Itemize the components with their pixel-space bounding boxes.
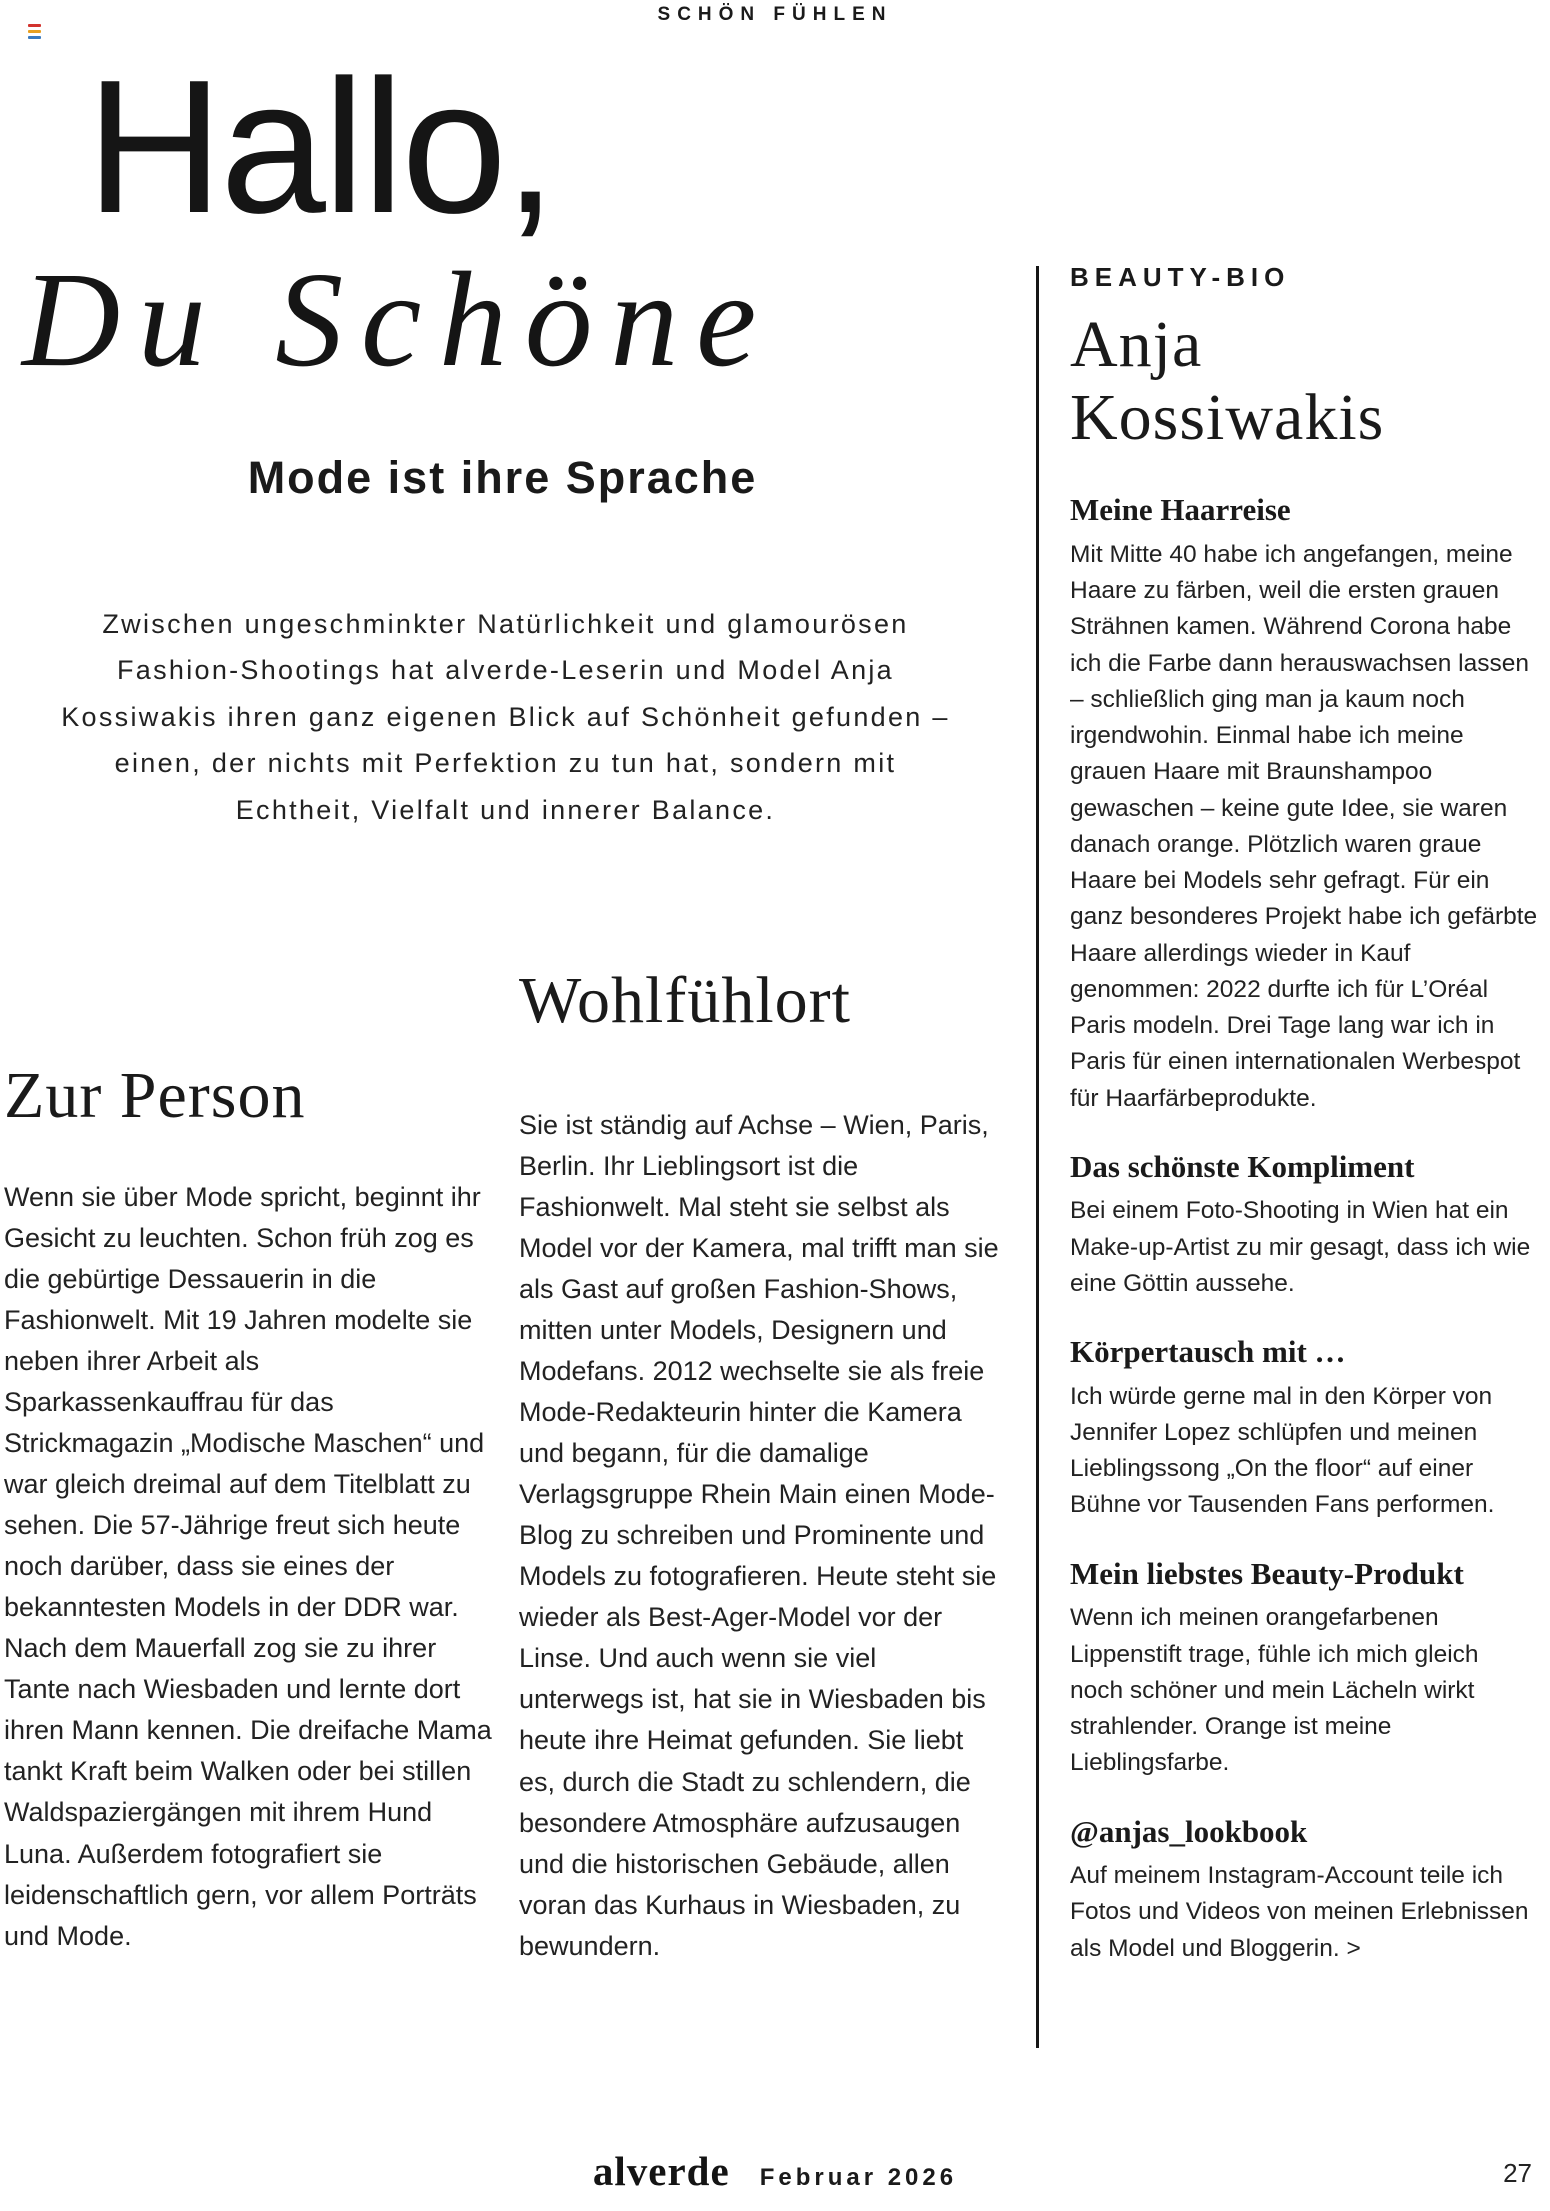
footer bbox=[0, 2147, 1550, 2195]
page-kicker: SCHÖN FÜHLEN bbox=[657, 4, 893, 25]
article-body-wohlfuehlort: Sie ist ständig auf Achse – Wien, Paris, Berlin. Ihr Lieblingsort ist die Fashionwelt. Mal steht sie selbst als Model vor der Kamera, mal trifft man sie als Gast auf großen Fashion-Shows, mitten unter Models, Designern und Modefans. 2012 wechselte sie als freie Mode-Redakteurin hinter die Kamera und begann, für die damalige Verlagsgruppe Rhein Main einen Mode-Blog zu schreiben und Prominente und Models zu fotografieren. Heute steht sie wieder als Best-Ager-Model vor der Linse. Und auch wenn sie viel unterwegs ist, hat sie in Wiesbaden bis heute ihre Heimat gefunden. Sie liebt es, durch die Stadt zu schlendern, die besondere Atmosphäre aufzusaugen und die historischen Gebäude, allen voran das Kurhaus in Wiesbaden, zu bewundern. bbox=[519, 1110, 999, 1961]
intro-paragraph: Zwischen ungeschminkter Natürlichkeit und glamourösen Fashion-Shootings hat alverde-Leserin und Model Anja Kossiwakis ihren ganz eigenen Blick auf Schönheit gefunden – einen, der nichts mit Perfektion zu tun hat, sondern mit Echtheit, Vielfalt und innerer Balance. bbox=[61, 609, 950, 825]
footer-brand-logo: alverde bbox=[592, 2148, 730, 2194]
bio-section-koerpertausch bbox=[1070, 1334, 1538, 1524]
bio-section-lookbook bbox=[1070, 1814, 1538, 1967]
bio-section-title: Körpertausch mit … bbox=[1070, 1334, 1346, 1370]
bio-section-haarreise bbox=[1070, 492, 1538, 1117]
bio-divider-rule bbox=[1036, 266, 1039, 2048]
article-body-zur-person: Wenn sie über Mode spricht, beginnt ihr Gesicht zu leuchten. Schon früh zog es die gebürtige Dessauerin in die Fashionwelt. Mit 19 Jahren modelte sie neben ihrer Arbeit als Sparkassenkauffrau für das Strickmagazin „Modische Maschen“ und war gleich dreimal auf dem Titelblatt zu sehen. Die 57-Jährige freut sich heute noch darüber, dass sie eines der bekanntesten Models in der DDR war. Nach dem Mauerfall zog sie zu ihrer Tante nach Wiesbaden und lernte dort ihren Mann kennen. Die dreifache Mama tankt Kraft beim Walken oder bei stillen Waldspaziergängen mit ihrem Hund Luna. Außerdem fotografiert sie leidenschaftlich gern, vor allem Porträts und Mode. bbox=[4, 1182, 492, 1951]
bio-section-body: Bei einem Foto-Shooting in Wien hat ein Make-up-Artist zu mir gesagt, dass ich wie eine Göttin aussehe. bbox=[1070, 1197, 1531, 1297]
bio-section-body: Auf meinem Instagram-Account teile ich Fotos und Videos von meinen Erlebnissen als Model und Bloggerin. > bbox=[1070, 1862, 1529, 1962]
bio-section-body: Mit Mitte 40 habe ich angefangen, meine Haare zu färben, weil die ersten grauen Strähnen kamen. Während Corona habe ich die Farbe dann herauswachsen lassen – schließlich ging man ja kaum noch irgendwohin. Einmal habe ich meine grauen Haare mit Braunshampoo gewaschen – keine gute Idee, sie waren danach orange. Plötzlich waren graue Haare bei Models sehr gefragt. Für ein ganz besonderes Projekt habe ich gefärbte Haare allerdings wieder in Kauf genommen: 2022 durfte ich für L’Oréal Paris modeln. Drei Tage lang war ich in Paris für einen internationalen Werbespot für Haarfärbeprodukte. bbox=[1070, 540, 1538, 1112]
footer-issue: Februar 2026 bbox=[759, 2164, 958, 2191]
article-title-zur-person: Zur Person bbox=[4, 1059, 306, 1132]
bio-section-body: Wenn ich meinen orangefarbenen Lippenstift trage, fühle ich mich gleich noch schöner und mein Lächeln wirkt strahlender. Orange ist meine Lieblingsfarbe. bbox=[1070, 1604, 1479, 1777]
bio-section-kompliment bbox=[1070, 1149, 1538, 1302]
bio-kicker: BEAUTY-BIO bbox=[1070, 262, 1291, 292]
bio-section-beauty-produkt bbox=[1070, 1556, 1538, 1782]
bio-section-body: Ich würde gerne mal in den Körper von Jennifer Lopez schlüpfen und meinen Lieblingssong „On the floor“ auf einer Bühne vor Tausenden Fans performen. bbox=[1070, 1382, 1495, 1519]
brand-mark-bar bbox=[28, 36, 41, 39]
bio-section-title: Mein liebstes Beauty-Produkt bbox=[1070, 1555, 1464, 1591]
headline-du-schoene: Du Schöne bbox=[22, 245, 775, 395]
headline-subtitle: Mode ist ihre Sprache bbox=[247, 452, 758, 503]
article-title-wohlfuehlort: Wohlfühlort bbox=[519, 964, 851, 1037]
brand-mark-bar bbox=[28, 30, 41, 33]
bio-name: Anja Kossiwakis bbox=[1070, 308, 1385, 454]
brand-mark-icon bbox=[28, 24, 41, 39]
headline-hallo: Hallo, bbox=[86, 41, 554, 253]
beauty-bio-column bbox=[1070, 262, 1538, 1967]
bio-section-title: @anjas_lookbook bbox=[1070, 1813, 1308, 1849]
page-number: 27 bbox=[1503, 2158, 1532, 2188]
bio-section-title: Das schönste Kompliment bbox=[1070, 1148, 1415, 1184]
bio-section-title: Meine Haarreise bbox=[1070, 492, 1291, 528]
